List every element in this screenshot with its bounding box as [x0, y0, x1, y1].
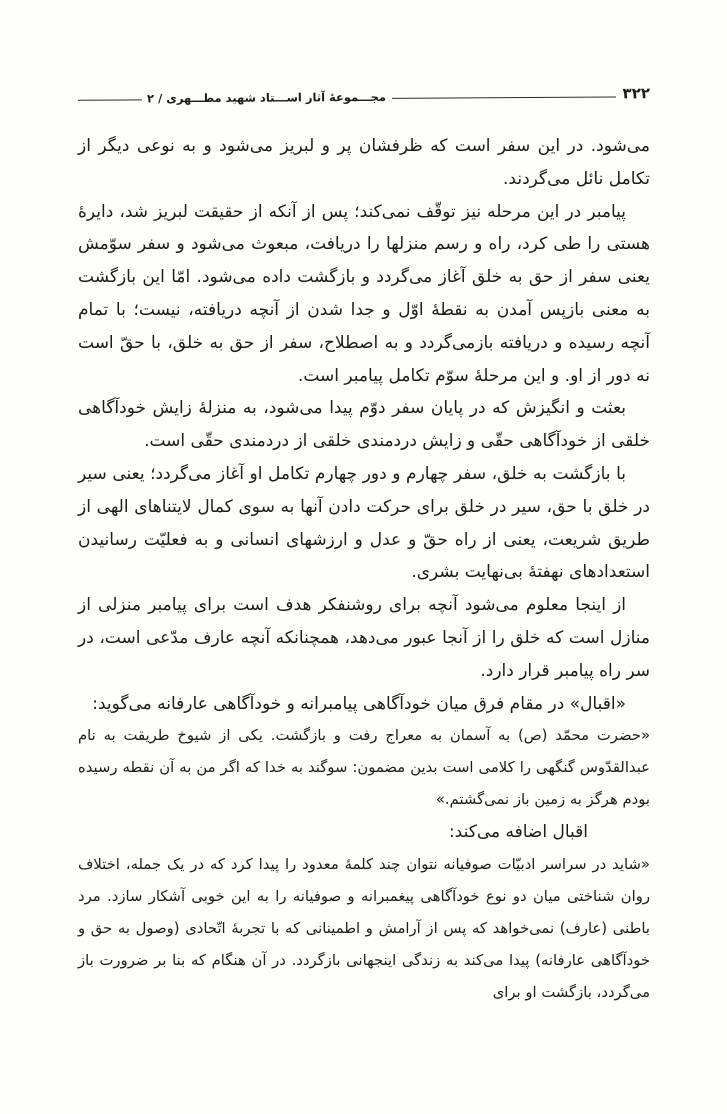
quote-intro-iqbal: «اقبال» در مقام فرق میان خودآگاهی پیامبرانه و خودآگاهی عارفانه می‌گوید: — [92, 693, 626, 714]
page-number: ۳۲۲ — [622, 84, 651, 103]
quote-intro-iqbal-adds: اقبال اضافه می‌کند: — [448, 822, 588, 843]
paragraph-fourth-journey: با بازگشت به خلق، سفر چهارم و دور چهارم تکامل او آغاز می‌گردد؛ یعنی سیر در خلق با حق، سیر در خلق برای حرکت دادن آنها به سوی کمال لایتناهای الهی از طریق شریعت، یعنی از راه حقّ و عدل و ارزشهای انسانی و به فعلیّت رسانیدن استعدادهای نهفتهٔ بی‌نهایت بشری. — [78, 463, 650, 583]
paragraph-besat: بعثت و انگیزش که در پایان سفر دوّم پیدا می‌شود، به منزلهٔ زایش خودآگاهی خلقی از خودآگاهی حقّی و زایش دردمندی خلقی از دردمندی حقّی است. — [78, 398, 650, 452]
blockquote-sufi-literature: «شاید در سراسر ادبیّات صوفیانه نتوان چند کلمهٔ معدود را پیدا کرد که در یک جمله، اختلاف روان شناختی میان دو نوع خودآگاهی پیغمبرانه و صوفیانه را به این خوبی آشکار سازد. مرد باطنی (عارف) نمی‌خواهد که پس از آرامش و اطمینانی که با تجربهٔ اتّحادی (وصول به حق و خودآگاهی عارفانه) پیدا می‌کند به زندگی اینجهانی بازگردد. در آن هنگام که بنا بر ضرورت باز می‌گردد، بازگشت او برای — [78, 856, 650, 1002]
paragraph-prophet-journey: پیامبر در این مرحله نیز توقّف نمی‌کند؛ پس از آنکه از حقیقت لبریز شد، دایرهٔ هستی را طی کرد، راه و رسم منزلها را دریافت، مبعوث می‌شود و سفر سوّمش یعنی سفر از حق به خلق آغاز می‌گردد و بازگشت داده می‌شود. امّا این بازگشت به معنی بازپس آمدن به نقطهٔ اوّل و جدا شدن از آنچه دریافته، نیست؛ با تمام آنچه رسیده و دریافته بازمی‌گردد و به اصطلاح، سفر از حق به خلق، با حقّ است نه دور از او. و این مرحلهٔ سوّم تکامل پیامبر است. — [78, 201, 650, 386]
page-body — [78, 130, 650, 1009]
header-rule-long — [392, 96, 616, 98]
running-head — [78, 84, 650, 105]
running-title: مجـــموعهٔ آثار اســـتاد شهید مطـــهری / ۲ — [146, 89, 387, 105]
header-rule-short — [78, 99, 142, 100]
blockquote-miraj: «حضرت محمّد (ص) به آسمان به معراج رفت و بازگشت. یکی از شیوخ طریقت به نام عبدالقدّوس گنگهی را کلامی است بدین مضمون: سوگند به خدا که اگر من به آن نقطه رسیده بودم هرگز به زمین باز نمی‌گشتم.» — [78, 727, 650, 809]
paragraph-continuation: می‌شود. در این سفر است که ظرفشان پر و لبریز می‌شود و به نوعی دیگر از تکامل نائل می‌گردند. — [78, 136, 650, 189]
paragraph-intellectual-goal: از اینجا معلوم می‌شود آنچه برای روشنفکر هدف است برای پیامبر منزلی از منازل است که خلق را از آنجا عبور می‌دهد، همچنانکه آنچه عارف مدّعی است، در سر راه پیامبر قرار دارد. — [78, 595, 650, 681]
